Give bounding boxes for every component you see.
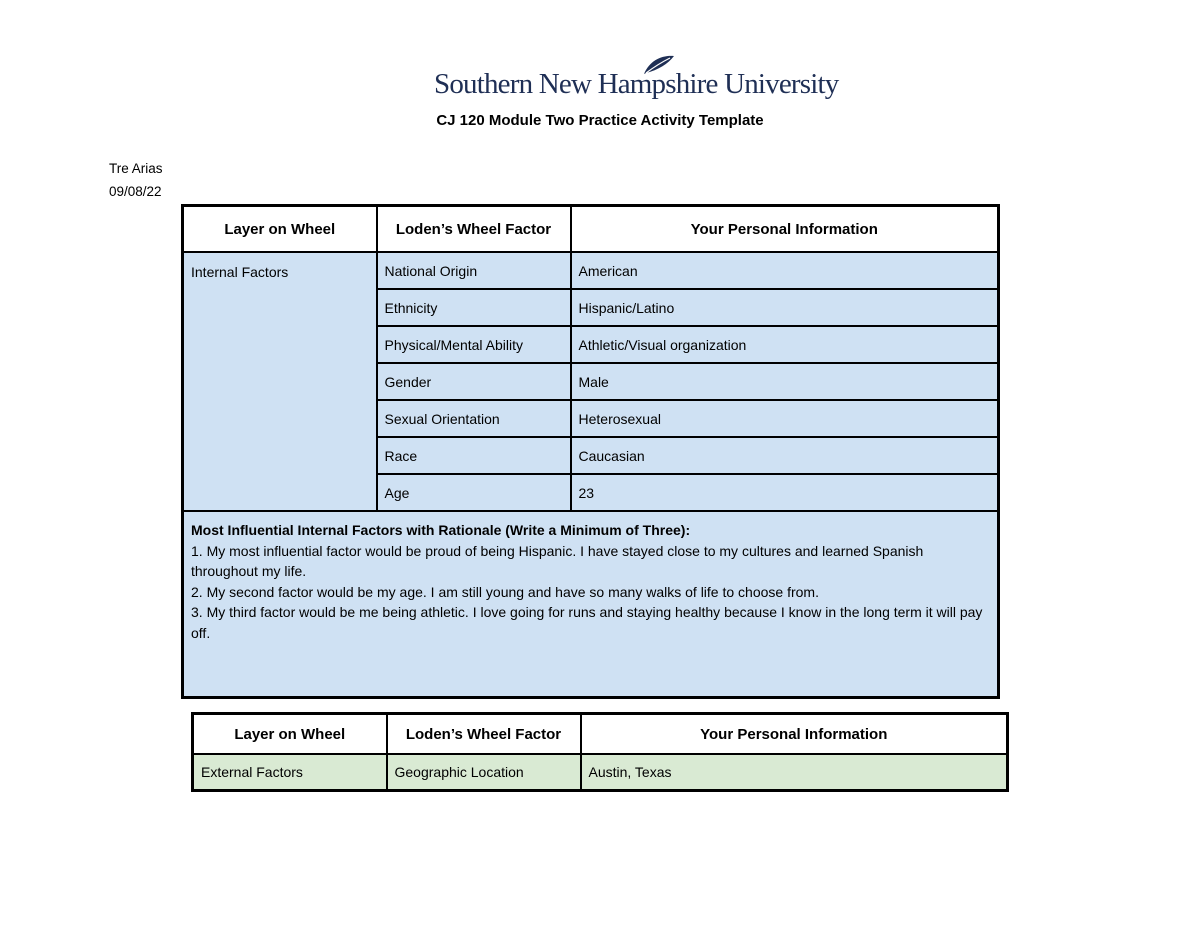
rationale-cell [183, 511, 999, 698]
factor-cell: Age [377, 474, 571, 511]
document-date: 09/08/22 [109, 184, 162, 199]
info-cell: Hispanic/Latino [571, 289, 999, 326]
table-header-row [183, 206, 999, 253]
leaf-icon [642, 54, 676, 76]
rationale-heading: Most Influential Internal Factors with Rationale (Write a Minimum of Three): [191, 522, 691, 538]
student-name: Tre Arias [109, 161, 163, 176]
table-row [183, 252, 999, 289]
header-personal-information: Your Personal Information [581, 714, 1008, 755]
university-logo [434, 54, 839, 106]
factor-cell: Physical/Mental Ability [377, 326, 571, 363]
rationale-item: 2. My second factor would be my age. I am still young and have so many walks of life to choose from. [191, 583, 819, 600]
header-wheel-factor: Loden’s Wheel Factor [387, 714, 581, 755]
rationale-item: 3. My third factor would be me being athletic. I love going for runs and staying healthy because I know in the long term it will pay off. [191, 604, 983, 641]
factor-cell: Geographic Location [387, 754, 581, 791]
info-cell: Heterosexual [571, 400, 999, 437]
header-layer-on-wheel: Layer on Wheel [193, 714, 387, 755]
header-wheel-factor: Loden’s Wheel Factor [377, 206, 571, 253]
table-header-row [193, 714, 1008, 755]
info-cell: Caucasian [571, 437, 999, 474]
factor-cell: Gender [377, 363, 571, 400]
header-personal-information: Your Personal Information [571, 206, 999, 253]
layer-cell-external: External Factors [193, 754, 387, 791]
info-cell: American [571, 252, 999, 289]
rationale-row [183, 511, 999, 698]
info-cell: Austin, Texas [581, 754, 1008, 791]
header-layer-on-wheel: Layer on Wheel [183, 206, 377, 253]
document-title: CJ 120 Module Two Practice Activity Template [436, 112, 764, 129]
info-cell: Male [571, 363, 999, 400]
logo-text: Southern New Hampshire University [434, 68, 839, 100]
info-cell: Athletic/Visual organization [571, 326, 999, 363]
factor-cell: National Origin [377, 252, 571, 289]
rationale-item: 1. My most influential factor would be proud of being Hispanic. I have stayed close to my cultures and learned Spanish throughout my life. [191, 542, 924, 579]
factor-cell: Sexual Orientation [377, 400, 571, 437]
info-cell: 23 [571, 474, 999, 511]
layer-cell-internal: Internal Factors [183, 252, 377, 511]
table-row [193, 754, 1008, 791]
internal-factors-table [181, 204, 1000, 699]
factor-cell: Race [377, 437, 571, 474]
factor-cell: Ethnicity [377, 289, 571, 326]
external-factors-table [191, 712, 1009, 792]
